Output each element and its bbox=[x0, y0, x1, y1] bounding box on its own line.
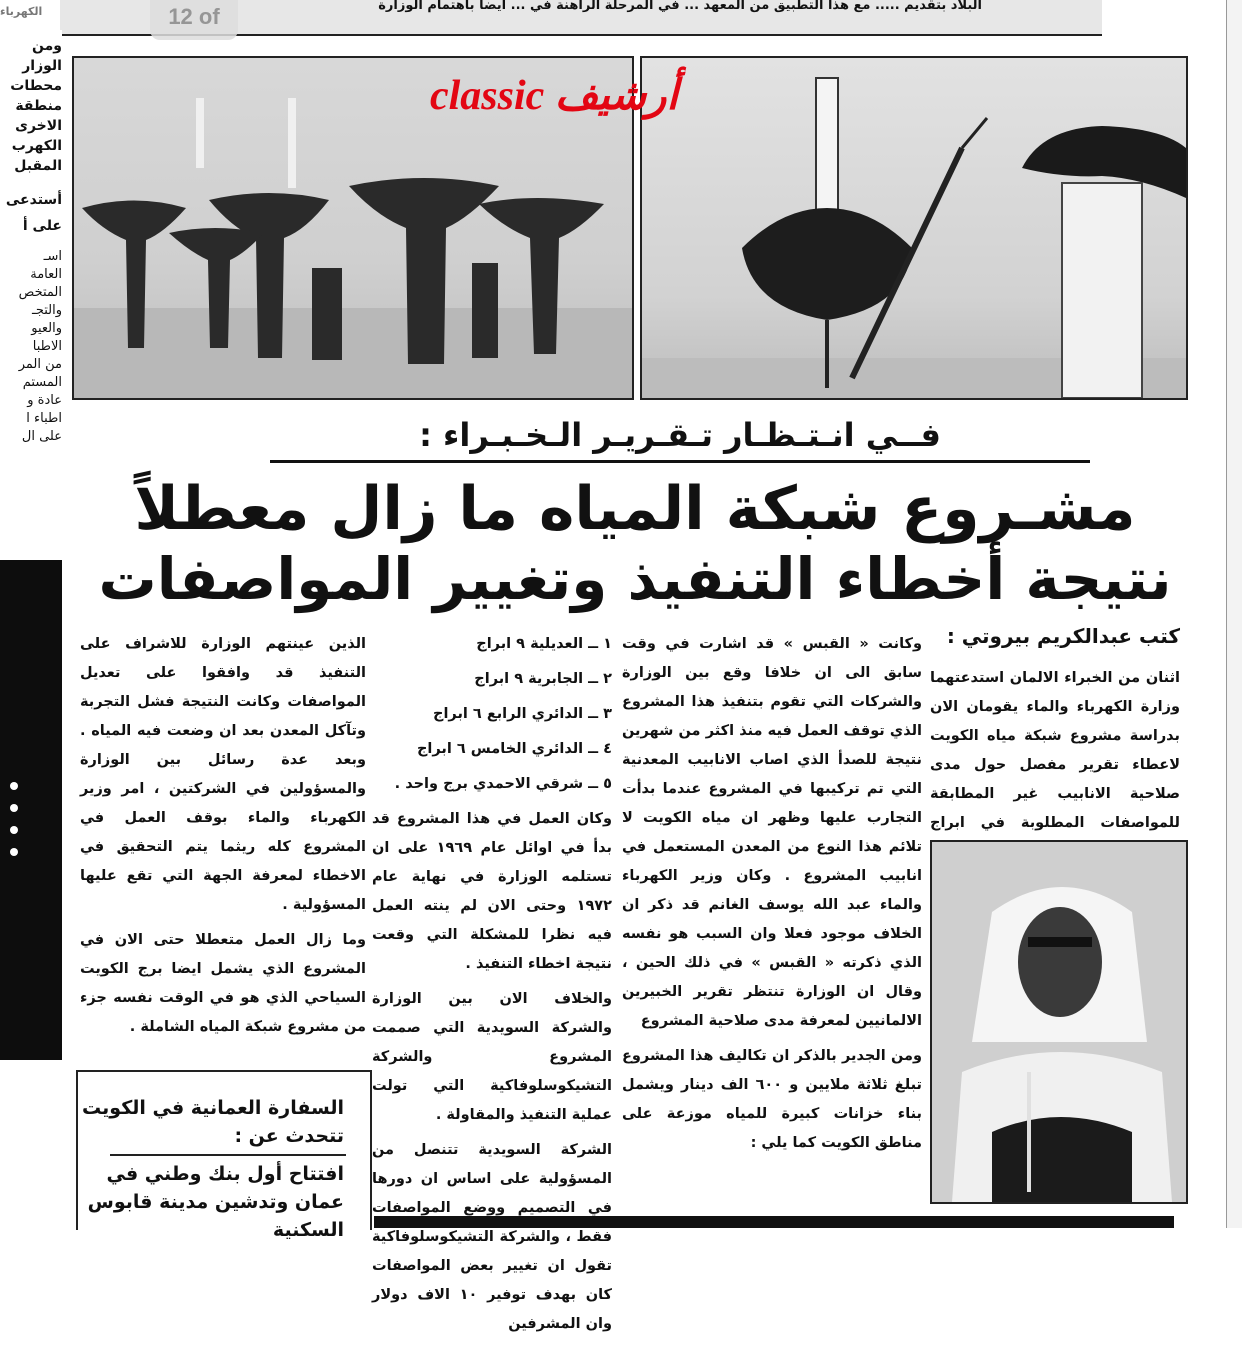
sidebar-rule bbox=[110, 1154, 346, 1156]
left-column-text: من المر bbox=[18, 357, 62, 372]
article-column-4 bbox=[80, 630, 366, 1048]
left-clipped-column bbox=[0, 36, 62, 446]
article-paragraph: ٤ ــ الدائري الخامس ٦ ابراج bbox=[416, 741, 612, 757]
dot-icon bbox=[10, 782, 18, 790]
article-byline: كتب عبدالكريم بيروتي : bbox=[946, 624, 1180, 648]
left-column-text: الاطبا bbox=[32, 339, 62, 354]
left-column-text: اطباء ا bbox=[26, 411, 62, 426]
left-column-line: ومن bbox=[32, 38, 62, 54]
left-column-heading: على أ bbox=[22, 218, 62, 234]
left-column-text: على ال bbox=[21, 429, 62, 444]
article-subheadline: نتيجة أخطاء التنفيذ وتغيير المواصفات bbox=[98, 545, 1172, 613]
page-number-badge bbox=[150, 0, 238, 40]
article-paragraph: وكانت « القبس » قد اشارت في وقت سابق الى ان خلافا وقع بين الوزارة والشركات التي تقوم بتنفيذ هذا المشروع الذي توقف العمل فيه منذ اكثر من شهرين نتيجة للصدأ الذي اصاب الانابيب المعدنية التي تم تركيبها في المشروع عندما بدأت التجارب عليها وظهر ان مياه الكويت لا تلائم هذا النوع من المعدن المستعمل في انابيب المشروع . وكان وزير الكهرباء والماء عبد الله يوسف الغانم قد ذكر ان الخلاف موجود فعلا وان السبب هو نفسه الذي ذكرته « القبس » في ذلك الحين ، وقال ان الوزارة تنتظر تقرير الخبيرين الالمانيين لمعرفة مدى صلاحية المشروع bbox=[622, 636, 922, 1029]
article-paragraph: ومن الجدير بالذكر ان تكاليف هذا المشروع تبلغ ثلاثة ملايين و ٦٠٠ الف دينار ويشمل بناء خزانات كبيرة للمياه موزعة على مناطق الكويت كما يلي : bbox=[622, 1048, 922, 1151]
article-paragraph: الشركة السويدية تتنصل من المسؤولية على اساس ان دورها في التصميم ووضع المواصفات فقط ، والشركة التشيكوسلوفاكية تقول ان تغيير بعض المواصفات كان بهدف توفير ١٠ الاف دولار وان المشرفين bbox=[372, 1142, 612, 1332]
article-paragraph: ٢ ــ الجابرية ٩ ابراج bbox=[474, 671, 612, 687]
tower-construction-photo bbox=[640, 56, 1188, 400]
article-paragraph: وكان العمل في هذا المشروع قد بدأ في اوائل عام ١٩٦٩ على ان تستلمه الوزارة في نهاية عام ١٩٧٢ وحتى الان لم ينته العمل فيه نظرا للمشكلة التي وقعت نتيجة اخطاء التنفيذ . bbox=[372, 811, 613, 972]
left-column-line: الكهرب bbox=[11, 138, 62, 154]
page-number-text: 12 of bbox=[168, 4, 220, 29]
left-column-heading: أستدعى bbox=[5, 192, 62, 208]
article-kicker: فــي انـتـظـار تـقـريـر الـخـبـراء : bbox=[419, 416, 941, 454]
left-column-text: والعيو bbox=[31, 321, 62, 336]
article-paragraph: ٣ ــ الدائري الرابع ٦ ابراج bbox=[433, 706, 612, 722]
page-right-edge bbox=[1226, 0, 1242, 1228]
dot-icon bbox=[10, 848, 18, 856]
minister-portrait-photo bbox=[930, 840, 1188, 1204]
left-column-text: اسـ bbox=[43, 249, 62, 264]
article-paragraph: اثنان من الخبراء الالمان استدعتهما وزارة الكهرباء والماء يقومان الان بدراسة مشروع شبكة مياه الكويت لاعطاء تقرير مفصل حول مدى صلاحية الانابيب غير المطابقة للمواصفات المطلوبة في ابراج bbox=[930, 670, 1180, 831]
dot-icon bbox=[10, 804, 18, 812]
left-column-text: المتخص bbox=[18, 285, 62, 300]
article-paragraph: الذين عينتهم الوزارة للاشراف على التنفيذ قد وافقوا على تعديل المواصفات وكانت النتيجة فشل التجربة وتآكل المعدن بعد ان وضعت فيه المياه . وبعد عدة رسائل بين الوزارة والمسؤولين في الشركتين ، امر وزير الكهرباء والماء بوقف العمل في المشروع كله ريثما يتم التحقيق في الاخطاء لمعرفة الجهة التي تقع عليها المسؤولية . bbox=[80, 636, 366, 913]
article-headline: مشـروع شبكة المياه ما زال معطلاً bbox=[134, 474, 1136, 544]
left-black-block bbox=[0, 560, 62, 1060]
article-paragraph: ٥ ــ شرقي الاحمدي برج واحد . bbox=[394, 776, 612, 792]
left-column-text: المستم bbox=[22, 375, 62, 390]
article-column-3 bbox=[372, 630, 612, 1345]
top-strip-text: البلاد بتقديم ..... مع هذا التطبيق من المعهد ... في المرحلة الراهنة في ... ايضا باهتمام الوزارة bbox=[378, 0, 982, 13]
tower-construction-illustration bbox=[642, 58, 1186, 398]
portrait-illustration bbox=[932, 842, 1186, 1202]
article-paragraph: وما زال العمل متعطلا حتى الان في المشروع الذي يشمل ايضا برج الكويت السياحي الذي هو في الوقت نفسه جزء من مشروع شبكة المياه الشاملة . bbox=[80, 932, 366, 1035]
bottom-black-bar bbox=[374, 1216, 1174, 1228]
dot-icon bbox=[10, 826, 18, 834]
left-column-line: الوزار bbox=[22, 58, 62, 74]
article-paragraph: والخلاف الان بين الوزارة والشركة السويدية التي صممت المشروع والشركة التشيكوسلوفاكية التي تولت عملية التنفيذ والمقاولة . bbox=[372, 991, 612, 1123]
left-column-line: محطات bbox=[10, 78, 62, 94]
archive-watermark: أرشيف classic bbox=[430, 73, 679, 119]
left-column-line: منطقة bbox=[15, 98, 62, 114]
left-column-line: الاخرى bbox=[15, 118, 62, 134]
sidebar-subheading: افتتاح أول بنك وطني في عمان وتدشين مدينة قابوس السكنية bbox=[87, 1163, 344, 1241]
article-column-2 bbox=[622, 630, 922, 1164]
left-column-text: العامة bbox=[30, 267, 62, 282]
left-column-text: والتجـ bbox=[32, 303, 62, 318]
corner-tag: الكهرباء bbox=[0, 5, 43, 18]
left-column-text: عادة و bbox=[27, 393, 62, 408]
article-paragraph: ١ ــ العديلية ٩ ابراج bbox=[476, 636, 612, 652]
left-column-line: المقبل bbox=[14, 158, 62, 174]
kicker-underline bbox=[270, 460, 1090, 463]
sidebar-heading: السفارة العمانية في الكويت تتحدث عن : bbox=[82, 1097, 344, 1147]
